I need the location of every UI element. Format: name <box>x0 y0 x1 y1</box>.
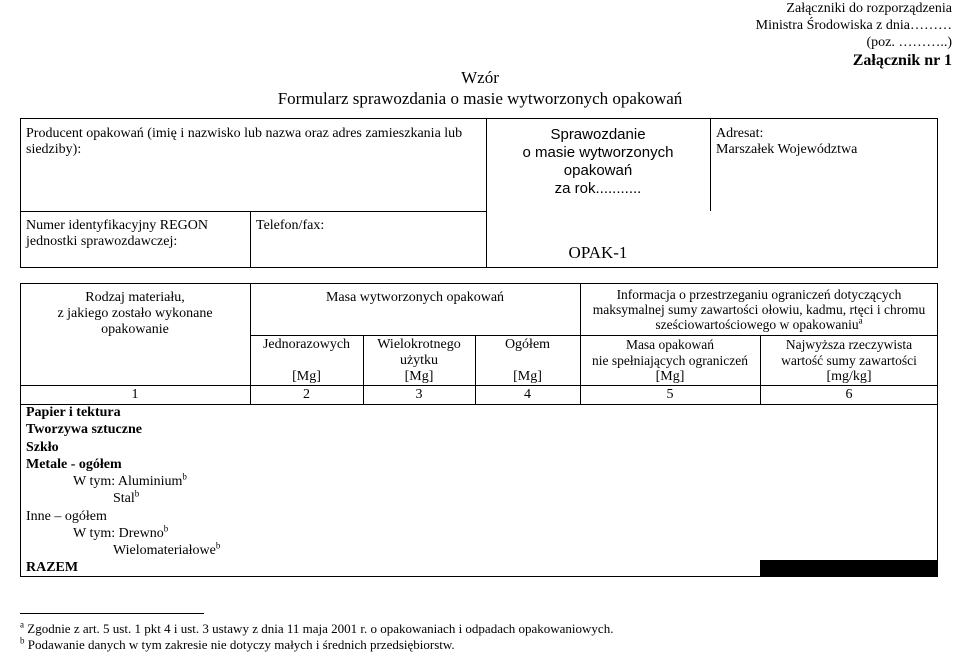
annex-header <box>756 0 952 71</box>
phone-label: Telefon/fax: <box>256 218 325 233</box>
annex-line-2: Ministra Środowiska z dnia……… <box>755 18 952 33</box>
column-unit-noncompliant-mass: [Mg] <box>655 369 685 384</box>
footnote-b: $^b$ Podawanie danych w tym zakresie nie dotyczy małych i średnich przedsiębiorstw. <box>20 635 455 652</box>
addressee-value: Marszałek Województwa <box>716 142 858 157</box>
row-metals-total: Metale - ogółem <box>26 457 122 472</box>
column-header-total: Ogółem <box>504 337 551 352</box>
addressee <box>716 126 931 158</box>
column-number-6: 6 <box>845 387 853 402</box>
column-header-highest-value: Najwyższa rzeczywista wartość sumy zawartości <box>781 337 917 368</box>
column-unit-total: [Mg] <box>513 369 542 384</box>
title-line-2: Formularz sprawozdania o masie wytworzonych opakowań <box>277 89 683 108</box>
annex-number: Załącznik nr 1 <box>852 52 952 69</box>
column-unit-reusable: [Mg] <box>404 369 434 384</box>
row-aluminium: W tym: Aluminium$^b$ <box>73 471 187 489</box>
row-plastics: Tworzywa sztuczne <box>26 422 142 437</box>
row-multimaterial: Wielomateriałowe$^b$ <box>113 540 221 558</box>
annex-line-1: Załączniki do rozporządzenia <box>786 1 952 16</box>
row-wood: W tym: Drewno$^b$ <box>73 523 169 541</box>
blacked-out-cell <box>760 560 938 577</box>
column-number-5: 5 <box>666 387 674 402</box>
column-header-reusable: Wielokrotnego użytku <box>377 337 461 368</box>
regon-label <box>26 218 246 250</box>
report-line-2: o masie wytworzonych <box>522 144 674 161</box>
producer-label: Producent opakowań (imię i nazwisko lub nazwa oraz adres zamieszkania lub siedziby): <box>26 126 463 157</box>
report-line-3: opakowań <box>563 162 633 179</box>
column-group-mass: Masa wytworzonych opakowań <box>325 290 505 305</box>
row-glass: Szkło <box>26 440 59 455</box>
column-number-4: 4 <box>524 387 531 402</box>
document-title <box>200 67 760 109</box>
column-number-2: 2 <box>303 387 310 402</box>
form-code: OPAK-1 <box>568 243 628 262</box>
annex-line-3: (poz. ………..) <box>866 35 952 50</box>
column-number-1: 1 <box>131 387 139 402</box>
regon-label-line-1: Numer identyfikacyjny REGON <box>26 218 208 233</box>
report-title <box>486 126 710 198</box>
row-other-total: Inne – ogółem <box>26 509 107 524</box>
title-line-1: Wzór <box>461 68 499 87</box>
column-group-info: Informacja o przestrzeganiu ograniczeń dotyczących maksymalnej sumy zawartości ołowiu, kadmu, rtęci i chromu sześciowartościowego w opakowaniu$^a$ <box>592 287 926 332</box>
row-total: RAZEM <box>26 560 79 575</box>
column-unit-highest-value: [mg/kg] <box>826 369 872 384</box>
column-header-material: Rodzaj materiału, z jakiego zostało wykonane opakowanie <box>57 290 213 337</box>
column-header-noncompliant-mass: Masa opakowań nie spełniających ograniczeń <box>592 337 748 368</box>
row-paper: Papier i tektura <box>26 405 121 420</box>
report-line-1: Sprawozdanie <box>550 126 646 143</box>
column-number-3: 3 <box>415 387 423 402</box>
regon-label-line-2: jednostki sprawozdawczej: <box>26 234 178 249</box>
footnote-a: $^a$ Zgodnie z art. 5 ust. 1 pkt 4 i ust. 3 ustawy z dnia 11 maja 2001 r. o opakowaniach i odpadach opakowaniowych. <box>20 619 614 636</box>
column-unit-single-use: [Mg] <box>292 369 321 384</box>
row-steel: Stal$^b$ <box>113 488 140 506</box>
report-year: za rok........... <box>554 180 642 197</box>
column-header-single-use: Jednorazowych <box>262 337 351 352</box>
addressee-label: Adresat: <box>716 126 764 141</box>
